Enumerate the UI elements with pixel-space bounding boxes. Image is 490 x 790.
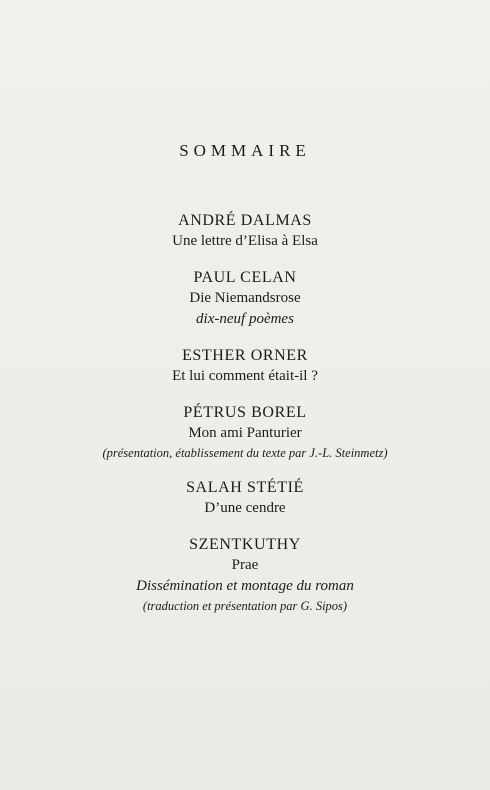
entry-title: Une lettre d’Elisa à Elsa: [172, 233, 318, 249]
entry-title: Mon ami Panturier: [188, 425, 302, 441]
entry-subtitle: dix-neuf poèmes: [196, 311, 294, 327]
entry-author: PÉTRUS BOREL: [183, 404, 307, 421]
entry-title: Et lui comment était-il ?: [172, 368, 318, 384]
entry-author: ESTHER ORNER: [182, 347, 308, 364]
toc-entry: [0, 345, 490, 387]
entry-subtitle: Dissémination et montage du roman: [136, 578, 354, 594]
entry-author: SZENTKUTHY: [189, 536, 301, 553]
toc-entry: [0, 402, 490, 462]
page-title: SOMMAIRE: [179, 141, 311, 160]
table-of-contents: [0, 210, 490, 630]
toc-entry: [0, 477, 490, 519]
entry-title: Die Niemandsrose: [189, 290, 301, 306]
entry-title: D’une cendre: [204, 500, 286, 516]
entry-note: (traduction et présentation par G. Sipos): [142, 599, 348, 613]
toc-entry: [0, 267, 490, 330]
entry-author: ANDRÉ DALMAS: [178, 212, 312, 229]
entry-note: (présentation, établissement du texte par J.-L. Steinmetz): [102, 446, 388, 460]
toc-entry: [0, 534, 490, 615]
entry-author: PAUL CELAN: [193, 269, 297, 286]
toc-entry: [0, 210, 490, 252]
entry-author: SALAH STÉTIÉ: [186, 479, 304, 496]
entry-title: Prae: [231, 557, 259, 573]
